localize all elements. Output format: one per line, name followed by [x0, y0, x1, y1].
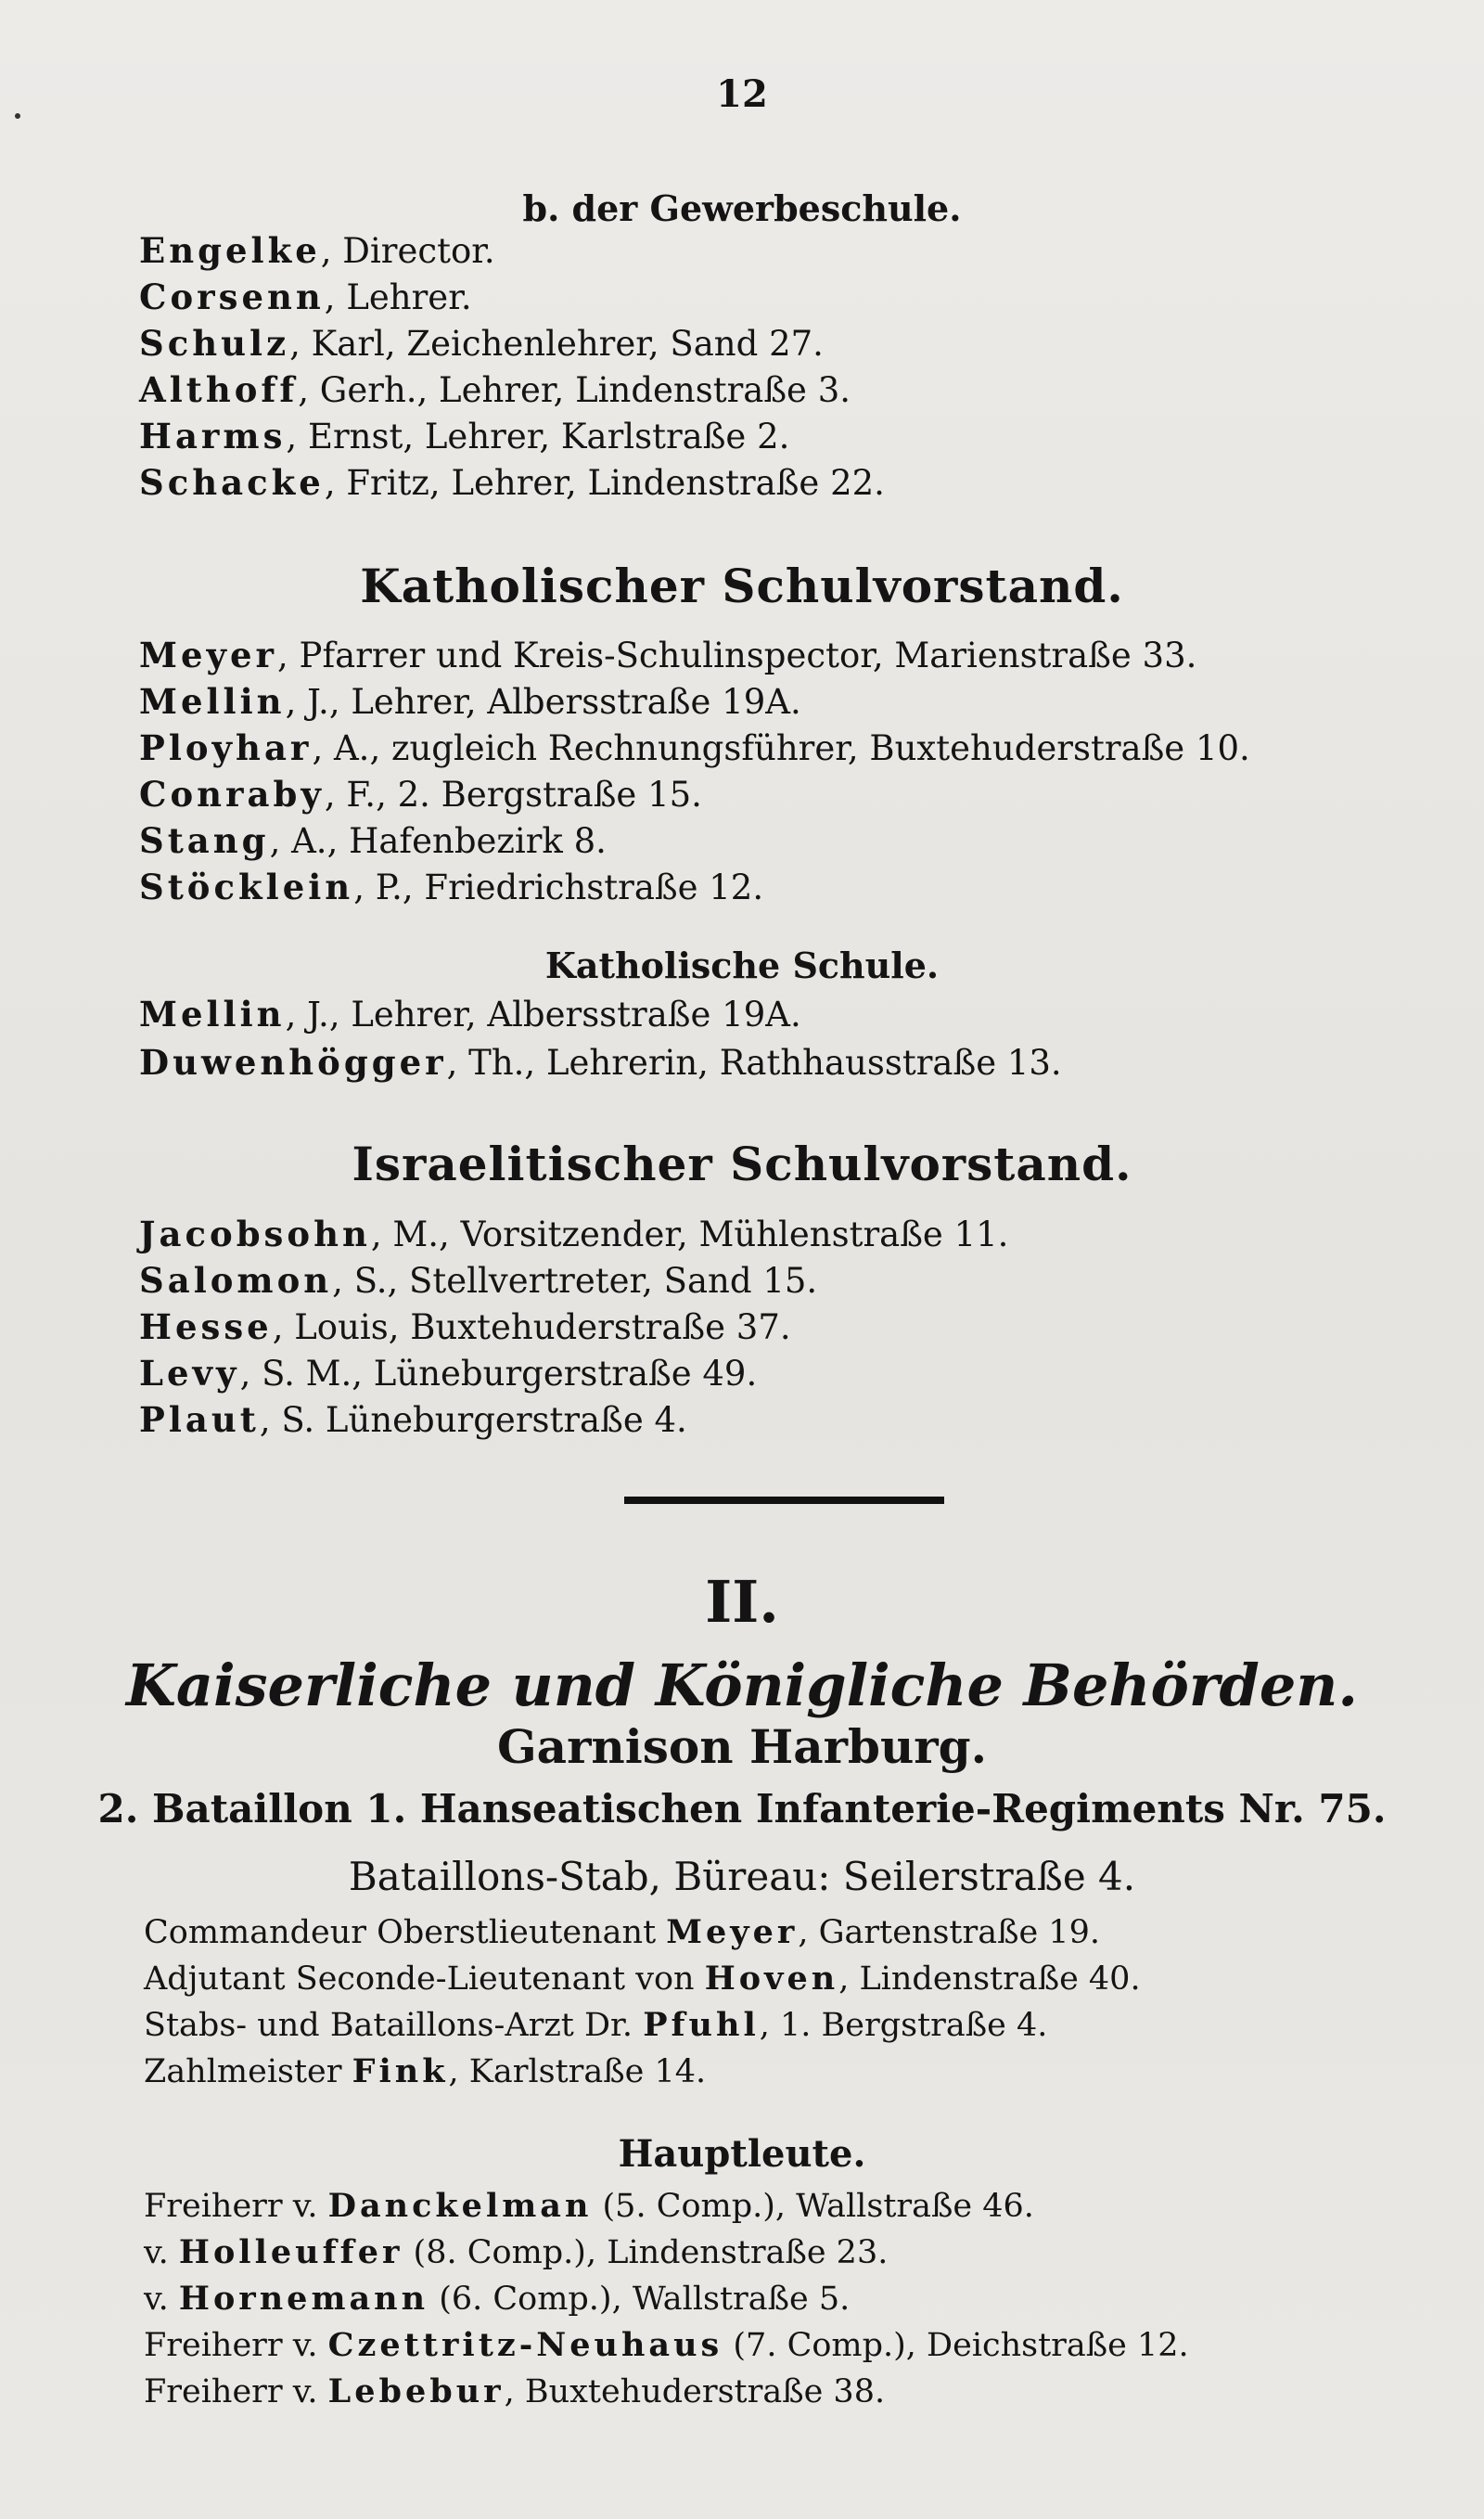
list-item: Conraby, F., 2. Bergstraße 15.	[139, 774, 702, 815]
page-number: 12	[716, 72, 768, 116]
list-item: v. Hornemann (6. Comp.), Wallstraße 5.	[144, 2280, 851, 2318]
kath-vorstand-heading: Katholischer Schulvorstand.	[360, 559, 1124, 613]
list-item: Schulz, Karl, Zeichenlehrer, Sand 27.	[139, 323, 824, 364]
list-item: Mellin, J., Lehrer, Albersstraße 19A.	[139, 994, 801, 1035]
section-divider	[624, 1497, 944, 1504]
list-item: Althoff, Gerh., Lehrer, Lindenstraße 3.	[139, 369, 851, 410]
list-item: Commandeur Oberstlieutenant Meyer, Gartenstraße 19.	[144, 1913, 1100, 1951]
section-subtitle: Garnison Harburg.	[496, 1719, 988, 1774]
list-item: Freiherr v. Danckelman (5. Comp.), Wallstraße 46.	[144, 2187, 1034, 2225]
list-item: Mellin, J., Lehrer, Albersstraße 19A.	[139, 681, 801, 722]
list-item: Harms, Ernst, Lehrer, Karlstraße 2.	[139, 416, 790, 456]
hauptleute-heading: Hauptleute.	[618, 2132, 866, 2176]
list-item: Salomon, S., Stellvertreter, Sand 15.	[139, 1260, 818, 1301]
list-item: Stang, A., Hafenbezirk 8.	[139, 820, 607, 861]
section-title: Kaiserliche und Königliche Behörden.	[126, 1651, 1358, 1719]
list-item: Adjutant Seconde-Lieutenant von Hoven, Lindenstraße 40.	[144, 1960, 1141, 1998]
list-item: Levy, S. M., Lüneburgerstraße 49.	[139, 1353, 758, 1394]
list-item: v. Holleuffer (8. Comp.), Lindenstraße 23.	[144, 2233, 889, 2271]
list-item: Zahlmeister Fink, Karlstraße 14.	[144, 2052, 707, 2090]
list-item: Freiherr v. Czettritz-Neuhaus (7. Comp.), Deichstraße 12.	[144, 2326, 1189, 2364]
list-item: Plaut, S. Lüneburgerstraße 4.	[139, 1399, 687, 1440]
list-item: Schacke, Fritz, Lehrer, Lindenstraße 22.	[139, 462, 885, 503]
list-item: Engelke, Director.	[139, 230, 495, 271]
list-item: Duwenhögger, Th., Lehrerin, Rathhausstraße 13.	[139, 1042, 1062, 1083]
list-item: Ployhar, A., zugleich Rechnungsführer, Buxtehuderstraße 10.	[139, 727, 1250, 768]
list-item: Stabs- und Bataillons-Arzt Dr. Pfuhl, 1. Bergstraße 4.	[144, 2006, 1048, 2044]
list-item: Freiherr v. Lebebur, Buxtehuderstraße 38.	[144, 2372, 886, 2410]
kath-schule-heading: Katholische Schule.	[544, 945, 940, 986]
staff-heading: Bataillons-Stab, Büreau: Seilerstraße 4.	[348, 1854, 1136, 1899]
regiment-heading: 2. Bataillon 1. Hanseatischen Infanterie-Regiments Nr. 75.	[97, 1786, 1387, 1831]
list-item: Stöcklein, P., Friedrichstraße 12.	[139, 867, 764, 907]
list-item: Corsenn, Lehrer.	[139, 276, 472, 317]
list-item: Hesse, Louis, Buxtehuderstraße 37.	[139, 1306, 791, 1347]
gewerbeschule-heading: b. der Gewerbeschule.	[522, 187, 962, 229]
isr-vorstand-heading: Israelitischer Schulvorstand.	[352, 1137, 1132, 1191]
list-item: Meyer, Pfarrer und Kreis-Schulinspector, Marienstraße 33.	[139, 635, 1197, 675]
list-item: Jacobsohn, M., Vorsitzender, Mühlenstraße 11.	[139, 1214, 1009, 1254]
section-number: II.	[705, 1568, 779, 1636]
